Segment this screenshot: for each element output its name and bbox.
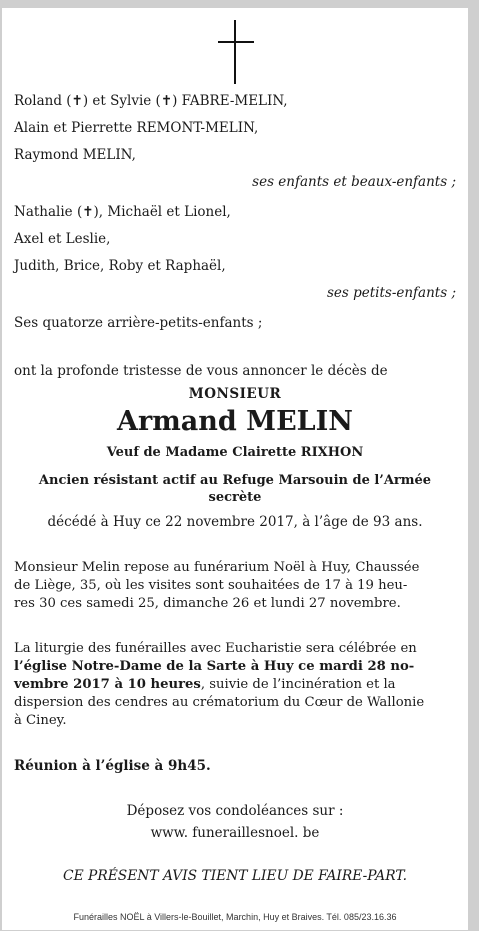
reunion-line: Réunion à l’église à 9h45. — [14, 758, 211, 774]
faire-part-notice: CE PRÉSENT AVIS TIENT LIEU DE FAIRE-PART. — [63, 868, 407, 884]
liturgy-line-2: l’église Notre-Dame de la Sarte à Huy ce mardi 28 no- — [14, 659, 415, 674]
liturgy-line-3-rest: , suivie de l’incinération et la — [200, 677, 396, 692]
great-grandchildren: Ses quatorze arrière-petits-enfants ; — [14, 315, 263, 331]
grandchildren-role: ses petits-enfants ; — [326, 285, 456, 301]
death-line: décédé à Huy ce 22 novembre 2017, à l’âge de 93 ans. — [47, 514, 423, 530]
liturgy-line-1: La liturgie des funérailles avec Eucharistie sera célébrée en — [14, 641, 417, 656]
family-child-2: Alain et Pierrette REMONT-MELIN, — [14, 120, 259, 136]
family-grandchild-3: Judith, Brice, Roby et Raphaël, — [14, 258, 226, 274]
visitation-line-3: res 30 ces samedi 25, dimanche 26 et lundi 27 novembre. — [14, 596, 401, 611]
family-child-3: Raymond MELIN, — [14, 147, 136, 163]
visitation-line-1: Monsieur Melin repose au funérarium Noël à Huy, Chaussée — [14, 560, 420, 575]
title-line-2: secrète — [208, 490, 262, 505]
obituary-notice — [2, 8, 468, 930]
family-grandchild-1: Nathalie (✝), Michaël et Lionel, — [14, 204, 231, 220]
honorific: MONSIEUR — [188, 386, 282, 402]
family-grandchild-2: Axel et Leslie, — [14, 231, 111, 247]
liturgy-line-3 — [14, 676, 396, 694]
condolences-line-1: Déposez vos condoléances sur : — [126, 803, 344, 819]
footer-funeral-home: Funérailles NOËL à Villers-le-Bouillet, Marchin, Huy et Braives. Tél. 085/23.16.36 — [73, 912, 397, 922]
liturgy-line-5: à Ciney. — [14, 713, 67, 728]
announcement-intro: ont la profonde tristesse de vous annoncer le décès de — [14, 363, 388, 379]
cross-icon — [218, 20, 254, 84]
liturgy-line-4: dispersion des cendres au crématorium du Cœur de Wallonie — [14, 695, 425, 710]
liturgy-date: vembre 2017 à 10 heures — [14, 677, 201, 692]
family-child-1: Roland (✝) et Sylvie (✝) FABRE-MELIN, — [14, 93, 288, 109]
widower-line: Veuf de Madame Clairette RIXHON — [106, 445, 364, 460]
title-line-1: Ancien résistant actif au Refuge Marsouin de l’Armée — [38, 473, 432, 488]
visitation-line-2: de Liège, 35, où les visites sont souhaitées de 17 à 19 heu- — [14, 578, 408, 593]
condolences-url[interactable]: www. funeraillesnoel. be — [150, 825, 320, 841]
children-role: ses enfants et beaux-enfants ; — [252, 174, 456, 190]
deceased-name: Armand MELIN — [117, 406, 353, 437]
